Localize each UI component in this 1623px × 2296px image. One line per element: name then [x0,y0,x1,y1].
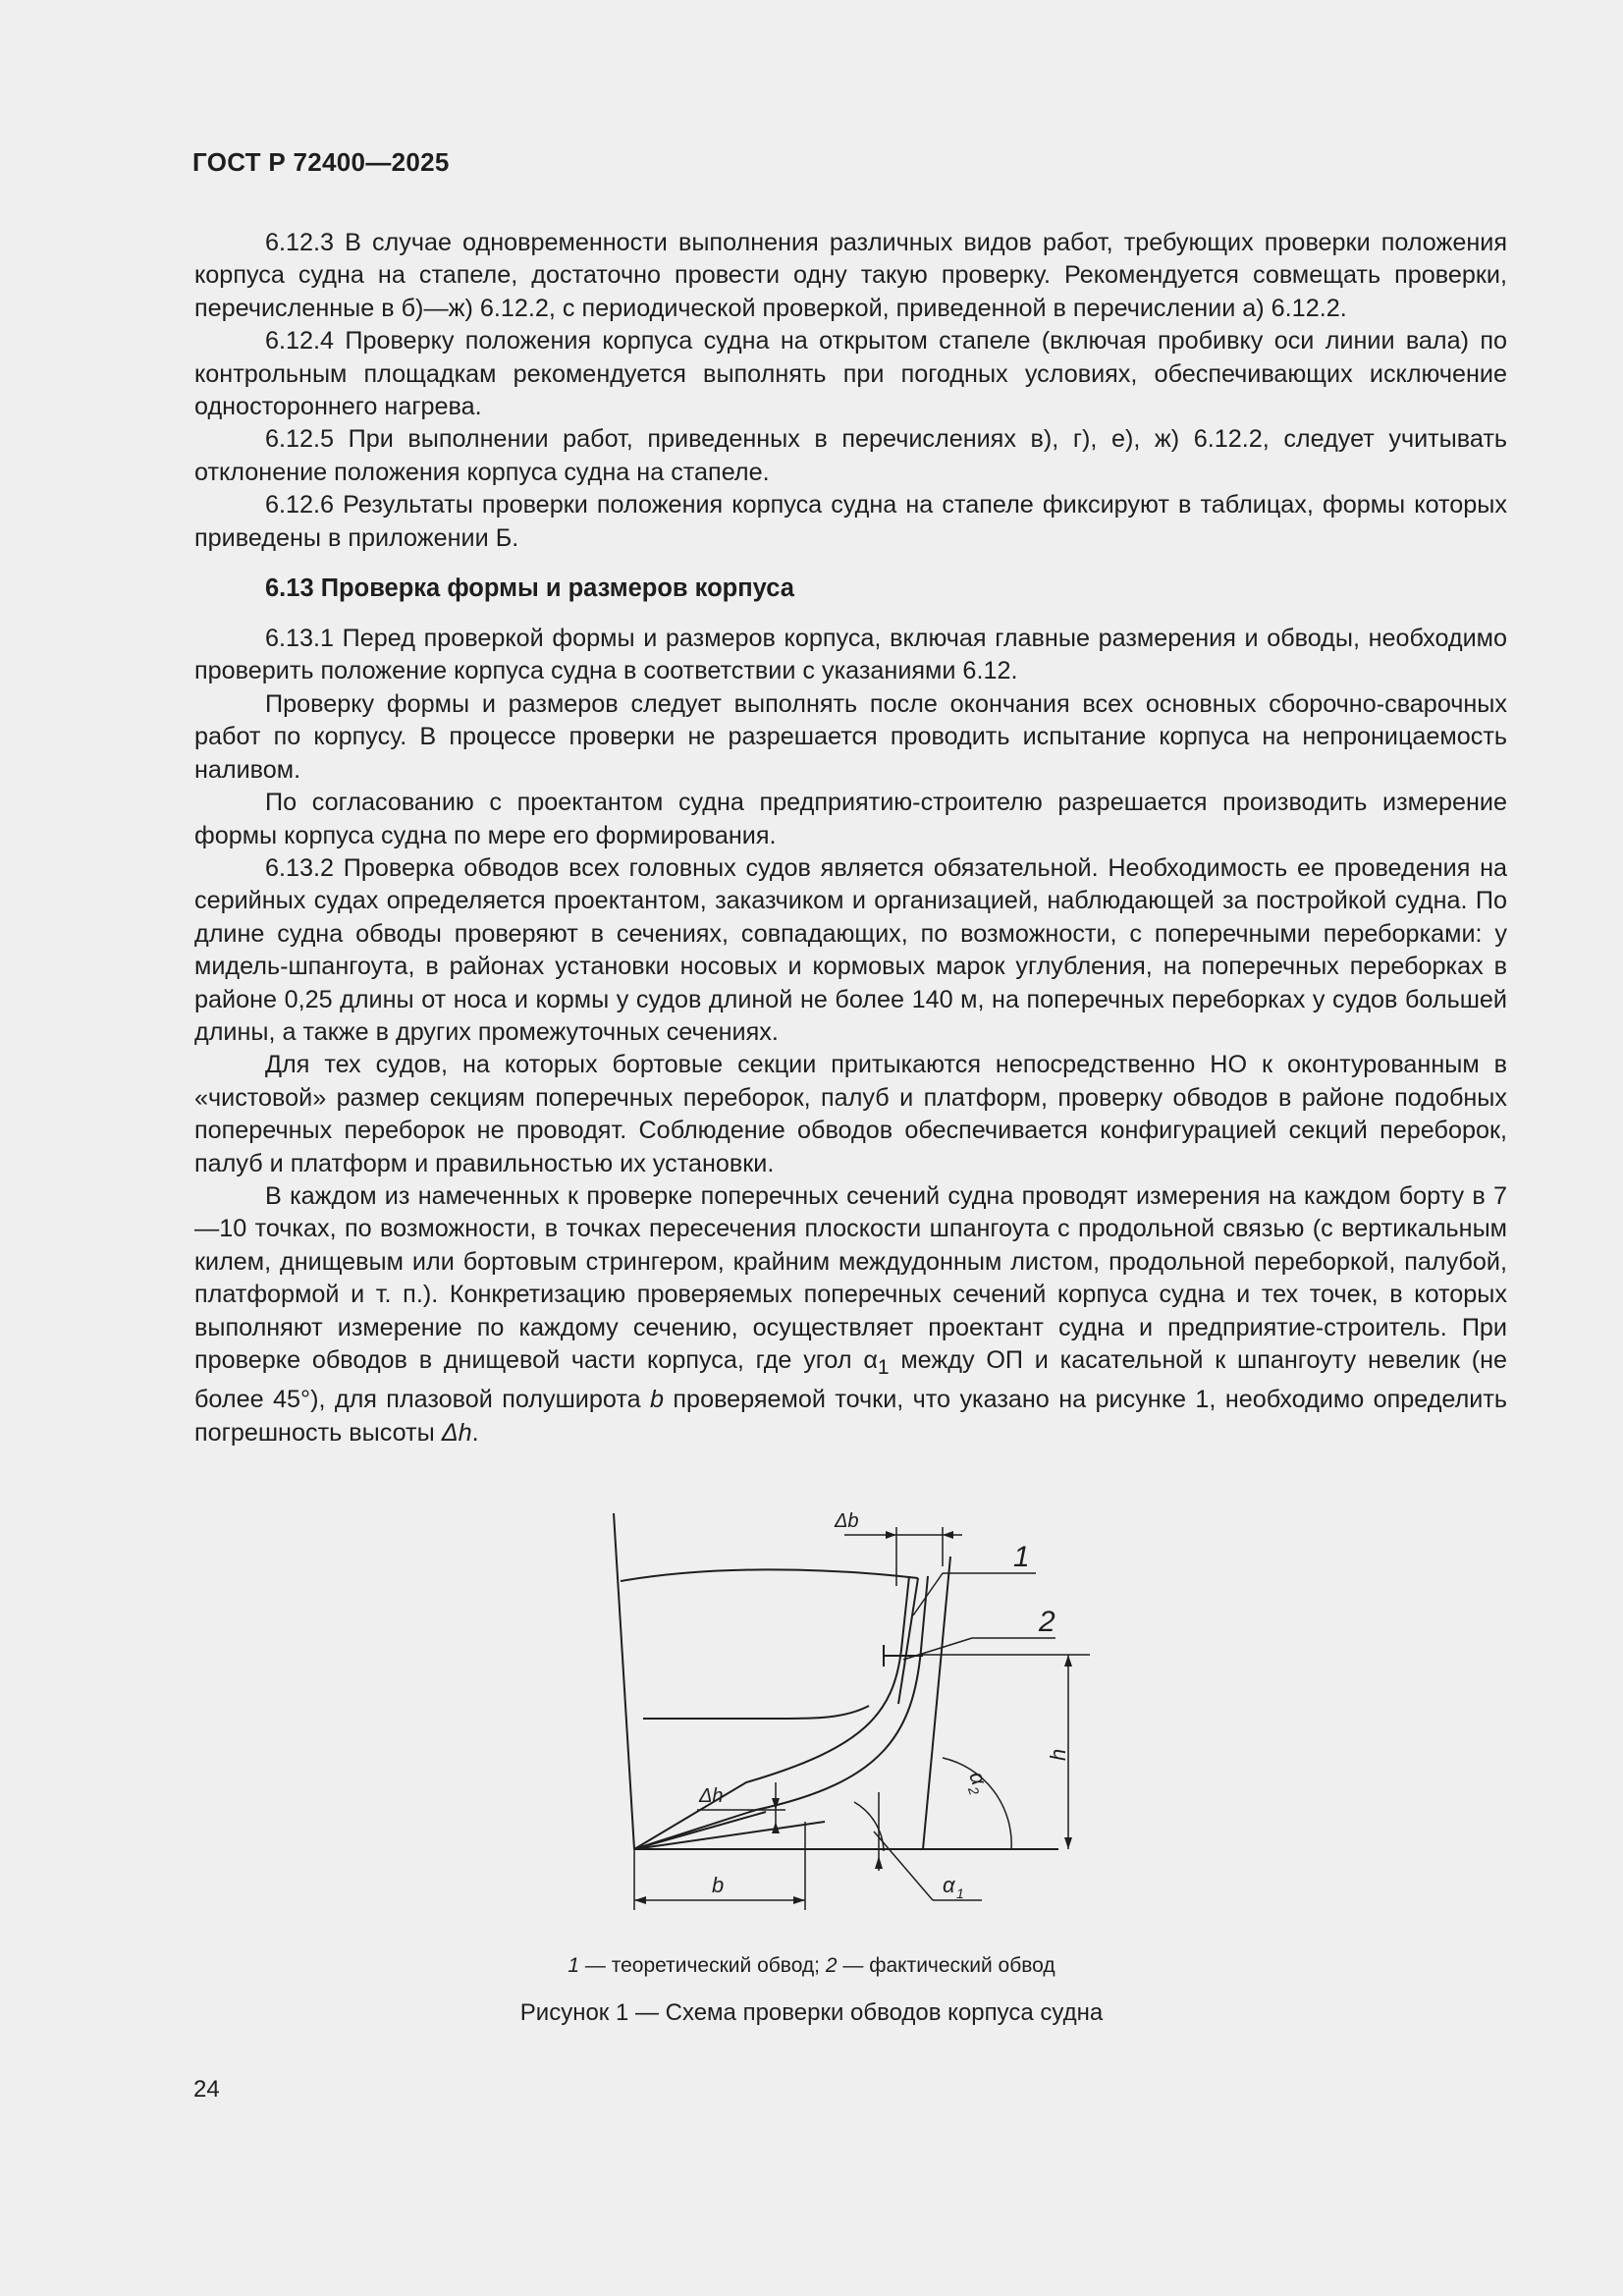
section-title-6-13: 6.13 Проверка формы и размеров корпуса [265,574,794,603]
page-number: 24 [193,2076,220,2103]
centerline [614,1513,634,1849]
paragraph-6-13-2c-text-1: В каждом из намеченных к проверке поперечных сечений судна проводят измерения на каждом борту в 7—10 точках, по возможности, в точках пересечения плоскости шпангоута с продольной связью (с вертикальным килем, днищевым или бортовым стрингером, крайним междудонным листом, продольной переборкой, палубой, платформой и т. п.). Конкретизацию проверяемых поперечных сечений корпуса судна и тех точек, в которых выполняют измерение по каждому сечению, осуществляет проектант судна и предприятие-строитель. При проверке обводов в днищевой части корпуса, где угол [194,1181,1507,1374]
h-arrow-top [1064,1655,1072,1667]
legend-num-2: 2 [825,1954,838,1977]
outer-shell-line [923,1557,950,1849]
callout-2-leader [903,1638,972,1660]
paragraph-6-13-2c-end: . [471,1418,479,1447]
b-arrow-right [793,1896,805,1904]
paragraph-6-13-1c: По согласованию с проектантом судна предприятию-строителю разрешается производить измерение формы корпуса судна по мере его формирования. [194,789,1507,849]
label-alpha2-group [960,1768,994,1797]
label-alpha2: α [964,1768,992,1788]
legend-text-2: — фактический обвод [837,1954,1055,1977]
label-alpha1: α [943,1873,955,1897]
bottom-line-b [634,1822,825,1849]
label-delta-b: Δb [835,1510,859,1532]
b-arrow-left [634,1896,646,1904]
figure-1-hull-contour-diagram [589,1498,1100,1930]
inner-bottom-line [643,1706,869,1719]
alpha-subscript: 1 [877,1356,890,1380]
bottom-line-a [634,1812,766,1849]
legend-num-1: 1 [568,1954,580,1977]
label-callout-2: 2 [1039,1606,1055,1638]
paragraph-6-13-2b: Для тех судов, на которых бортовые секции притыкаются непосредственно НО к оконтурованным в «чистовой» размер секциям поперечных переборок, палуб и платформ, проверку обводов в районе подобных поперечных переборок не проводят. Соблюдение обводов обеспечивается конфигурацией секций переборок, палуб и платформ и правильностью их установки. [194,1051,1507,1177]
b-symbol: b [650,1386,665,1414]
paragraph-6-12-5: 6.12.5 При выполнении работ, приведенных в перечислениях в), г), е), ж) 6.12.2, следует учитывать отклонение положения корпуса судна на стапеле. [194,425,1507,486]
delta-b-arrow-left [886,1531,896,1539]
legend-text-1: — теоретический обвод; [579,1954,826,1977]
paragraph-6-13-2: 6.13.2 Проверка обводов всех головных судов является обязательной. Необходимость ее проведения на серийных судах определяется проектантом, заказчиком и организацией, наблюдающей за постройкой судна. По длине судна обводы проверяют в сечениях, совпадающих, по возможности, с поперечными переборками: у мидель-шпангоута, в районах установки носовых и кормовых марок углубления, на поперечных переборках в районе 0,25 длины от носа и кормы у судов длиной не более 140 м, на поперечных переборках у судов большей длины, а также в других промежуточных сечениях. [194,853,1507,1046]
paragraph-6-12-6: 6.12.6 Результаты проверки положения корпуса судна на стапеле фиксируют в таблицах, формы которых приведены в приложении Б. [194,491,1507,552]
figure-legend [0,1954,1623,1978]
actual-contour [634,1576,928,1849]
hull-contour-svg [589,1498,1100,1930]
label-h: h [1046,1748,1070,1761]
theoretical-contour [634,1576,909,1849]
h-arrow-bottom [1064,1837,1072,1849]
label-alpha2-sub: 2 [964,1784,983,1797]
label-alpha1-sub: 1 [956,1886,964,1901]
label-callout-1: 1 [1013,1541,1030,1573]
document-header: ГОСТ Р 72400—2025 [192,147,450,177]
delta-b-arrow-right [943,1531,953,1539]
alpha-symbol: α [863,1346,878,1374]
paragraph-6-13-1b: Проверку формы и размеров следует выполнять после окончания всех основных сборочно-сварочных работ по корпусу. В процессе проверки не разрешается проводить испытание корпуса на непроницаемость наливом. [194,689,1507,784]
paragraph-6-13-2c [194,1180,1507,1449]
label-b: b [712,1873,725,1897]
figure-caption: Рисунок 1 — Схема проверки обводов корпуса судна [519,1999,1104,2026]
alpha1-arrow [875,1856,883,1869]
label-delta-h: Δh [699,1785,724,1807]
paragraph-6-12-4: 6.12.4 Проверку положения корпуса судна на открытом стапеле (включая пробивку оси линии вала) по контрольным площадкам рекомендуется выполнять при погодных условиях, обеспечивающих исключение одностороннего нагрева. [194,327,1507,421]
paragraph-6-13-2c-text-2: между ОП и касательной к шпангоуту невелик (не более 45°), для плазовой полуширота [194,1346,1507,1414]
delta-h-symbol: Δh [441,1418,472,1447]
paragraph-6-12-3: 6.12.3 В случае одновременности выполнения различных видов работ, требующих проверки положения корпуса судна на стапеле, достаточно провести одну такую проверку. Рекомендуется совмещать проверки, перечисленные в б)—ж) 6.12.2, с периодической проверкой, приведенной в перечислении а) 6.12.2. [194,229,1507,322]
document-body [194,227,1507,1449]
paragraph-6-13-2c-text-3: проверяемой точки, что указано на рисунке 1, необходимо определить погрешность высоты [194,1386,1508,1447]
upper-deck-line [621,1569,918,1581]
paragraph-6-13-1: 6.13.1 Перед проверкой формы и размеров корпуса, включая главные размерения и обводы, необходимо проверить положение корпуса судна в соответствии с указаниями 6.12. [194,625,1507,685]
